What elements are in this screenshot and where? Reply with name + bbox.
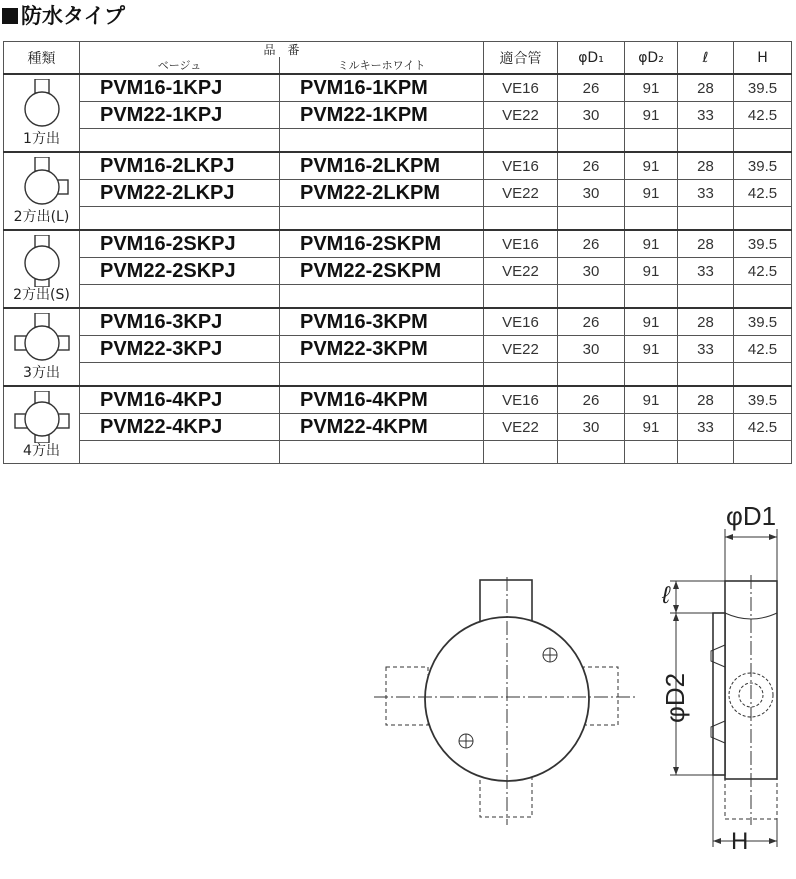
d2-value: 91 bbox=[625, 74, 678, 102]
blank-cell bbox=[558, 363, 625, 387]
type-label: 2方出(L) bbox=[13, 209, 70, 225]
two-way-s-box-icon bbox=[11, 235, 73, 287]
one-way-box-icon bbox=[11, 79, 73, 131]
blank-cell bbox=[484, 441, 558, 464]
blank-cell bbox=[678, 207, 734, 231]
table-row bbox=[4, 258, 792, 285]
blank-cell bbox=[280, 363, 484, 387]
d1-value: 26 bbox=[558, 230, 625, 258]
conduit-value: VE16 bbox=[484, 230, 558, 258]
three-way-box-icon bbox=[11, 313, 73, 365]
conduit-value: VE22 bbox=[484, 414, 558, 441]
h-value: 39.5 bbox=[734, 152, 792, 180]
blank-cell bbox=[484, 285, 558, 309]
table-row bbox=[4, 414, 792, 441]
white-part-number: PVM16-2LKPM bbox=[280, 152, 484, 180]
white-part-number: PVM16-3KPM bbox=[280, 308, 484, 336]
d1-value: 26 bbox=[558, 74, 625, 102]
h-arrow-left-icon bbox=[713, 838, 721, 844]
conduit-value: VE16 bbox=[484, 386, 558, 414]
conduit-value: VE22 bbox=[484, 102, 558, 129]
white-part-number: PVM16-2SKPM bbox=[280, 230, 484, 258]
d1-value: 26 bbox=[558, 308, 625, 336]
table-row bbox=[4, 386, 792, 414]
blank-row bbox=[4, 285, 792, 309]
conduit-value: VE22 bbox=[484, 258, 558, 285]
blank-cell bbox=[625, 285, 678, 309]
white-part-number: PVM16-4KPM bbox=[280, 386, 484, 414]
h-value: 42.5 bbox=[734, 414, 792, 441]
beige-part-number: PVM22-1KPJ bbox=[80, 102, 280, 129]
type-cell bbox=[4, 74, 80, 152]
d1-value: 26 bbox=[558, 386, 625, 414]
header-d1: φD₁ bbox=[558, 42, 625, 75]
l-value: 33 bbox=[678, 258, 734, 285]
beige-part-number: PVM16-4KPJ bbox=[80, 386, 280, 414]
blank-cell bbox=[734, 285, 792, 309]
blank-cell bbox=[280, 207, 484, 231]
header-row bbox=[4, 42, 792, 58]
h-arrow-right-icon bbox=[769, 838, 777, 844]
l-value: 33 bbox=[678, 414, 734, 441]
four-way-box-icon bbox=[11, 391, 73, 443]
table-row bbox=[4, 336, 792, 363]
blank-row bbox=[4, 207, 792, 231]
d1-value: 30 bbox=[558, 336, 625, 363]
blank-cell bbox=[484, 129, 558, 153]
blank-cell bbox=[558, 129, 625, 153]
dimension-diagram bbox=[340, 495, 796, 879]
blank-cell bbox=[734, 441, 792, 464]
l-value: 33 bbox=[678, 180, 734, 207]
spec-table bbox=[3, 41, 792, 464]
blank-cell bbox=[734, 207, 792, 231]
blank-cell bbox=[678, 129, 734, 153]
d2-value: 91 bbox=[625, 102, 678, 129]
label-l: ℓ bbox=[662, 582, 670, 609]
h-value: 42.5 bbox=[734, 102, 792, 129]
d1-arrow-right-icon bbox=[769, 534, 777, 540]
d2-value: 91 bbox=[625, 386, 678, 414]
l-value: 33 bbox=[678, 336, 734, 363]
white-part-number: PVM22-4KPM bbox=[280, 414, 484, 441]
blank-cell bbox=[80, 285, 280, 309]
blank-cell bbox=[734, 129, 792, 153]
type-label: 3方出 bbox=[23, 365, 60, 381]
l-value: 28 bbox=[678, 74, 734, 102]
left-outlet-dashed bbox=[386, 667, 428, 725]
conduit-value: VE16 bbox=[484, 308, 558, 336]
type-cell bbox=[4, 152, 80, 230]
white-part-number: PVM22-1KPM bbox=[280, 102, 484, 129]
table-row bbox=[4, 152, 792, 180]
d1-value: 30 bbox=[558, 258, 625, 285]
beige-part-number: PVM16-3KPJ bbox=[80, 308, 280, 336]
blank-row bbox=[4, 363, 792, 387]
header-l: ℓ bbox=[678, 42, 734, 75]
d2-value: 91 bbox=[625, 230, 678, 258]
blank-cell bbox=[80, 363, 280, 387]
blank-cell bbox=[80, 207, 280, 231]
d1-value: 30 bbox=[558, 180, 625, 207]
blank-cell bbox=[484, 207, 558, 231]
blank-cell bbox=[80, 441, 280, 464]
d2-value: 91 bbox=[625, 308, 678, 336]
blank-cell bbox=[625, 129, 678, 153]
screw-top-right-icon bbox=[543, 648, 557, 662]
blank-cell bbox=[678, 441, 734, 464]
conduit-value: VE22 bbox=[484, 336, 558, 363]
d1-value: 26 bbox=[558, 152, 625, 180]
l-value: 28 bbox=[678, 386, 734, 414]
d1-arrow-left-icon bbox=[725, 534, 733, 540]
d1-value: 30 bbox=[558, 414, 625, 441]
header-type: 種類 bbox=[4, 42, 80, 75]
header-milky-white: ミルキーホワイト bbox=[280, 57, 484, 74]
blank-cell bbox=[484, 363, 558, 387]
h-value: 42.5 bbox=[734, 180, 792, 207]
h-value: 39.5 bbox=[734, 386, 792, 414]
conduit-value: VE16 bbox=[484, 74, 558, 102]
beige-part-number: PVM16-2LKPJ bbox=[80, 152, 280, 180]
blank-cell bbox=[80, 129, 280, 153]
h-value: 42.5 bbox=[734, 258, 792, 285]
l-value: 28 bbox=[678, 152, 734, 180]
type-label: 1方出 bbox=[23, 131, 60, 147]
header-d2: φD₂ bbox=[625, 42, 678, 75]
l-arrow-top-icon bbox=[673, 581, 679, 589]
beige-part-number: PVM16-1KPJ bbox=[80, 74, 280, 102]
blank-row bbox=[4, 441, 792, 464]
h-value: 39.5 bbox=[734, 230, 792, 258]
d2-value: 91 bbox=[625, 180, 678, 207]
blank-cell bbox=[678, 285, 734, 309]
label-d2: φD2 bbox=[660, 672, 690, 723]
d2-arrow-bottom-icon bbox=[673, 767, 679, 775]
side-lid bbox=[713, 613, 725, 775]
screw-bottom-left-icon bbox=[459, 734, 473, 748]
l-value: 28 bbox=[678, 230, 734, 258]
white-part-number: PVM22-2SKPM bbox=[280, 258, 484, 285]
blank-cell bbox=[678, 363, 734, 387]
type-cell bbox=[4, 386, 80, 464]
white-part-number: PVM22-3KPM bbox=[280, 336, 484, 363]
l-arrow-bottom-icon bbox=[673, 605, 679, 613]
label-h: H bbox=[731, 828, 749, 855]
white-part-number: PVM16-1KPM bbox=[280, 74, 484, 102]
table-row bbox=[4, 308, 792, 336]
blank-cell bbox=[558, 441, 625, 464]
l-value: 28 bbox=[678, 308, 734, 336]
l-value: 33 bbox=[678, 102, 734, 129]
h-value: 39.5 bbox=[734, 74, 792, 102]
page-title bbox=[2, 1, 125, 31]
beige-part-number: PVM22-2LKPJ bbox=[80, 180, 280, 207]
header-beige: ベージュ bbox=[80, 57, 280, 74]
title-square-icon bbox=[2, 8, 18, 24]
h-value: 39.5 bbox=[734, 308, 792, 336]
label-d1: φD1 bbox=[726, 501, 777, 531]
blank-cell bbox=[558, 285, 625, 309]
blank-cell bbox=[625, 441, 678, 464]
blank-cell bbox=[734, 363, 792, 387]
table-row bbox=[4, 102, 792, 129]
header-part-number: 品 番 bbox=[80, 42, 484, 58]
d2-value: 91 bbox=[625, 152, 678, 180]
conduit-value: VE16 bbox=[484, 152, 558, 180]
blank-cell bbox=[280, 285, 484, 309]
blank-cell bbox=[625, 207, 678, 231]
blank-row bbox=[4, 129, 792, 153]
blank-cell bbox=[625, 363, 678, 387]
title-text: 防水タイプ bbox=[21, 4, 125, 28]
blank-cell bbox=[558, 207, 625, 231]
blank-cell bbox=[280, 129, 484, 153]
type-cell bbox=[4, 308, 80, 386]
blank-cell bbox=[280, 441, 484, 464]
h-value: 42.5 bbox=[734, 336, 792, 363]
beige-part-number: PVM22-2SKPJ bbox=[80, 258, 280, 285]
table-row bbox=[4, 180, 792, 207]
table-row bbox=[4, 230, 792, 258]
beige-part-number: PVM22-3KPJ bbox=[80, 336, 280, 363]
type-label: 4方出 bbox=[23, 443, 60, 459]
d2-value: 91 bbox=[625, 258, 678, 285]
conduit-value: VE22 bbox=[484, 180, 558, 207]
beige-part-number: PVM22-4KPJ bbox=[80, 414, 280, 441]
d1-value: 30 bbox=[558, 102, 625, 129]
beige-part-number: PVM16-2SKPJ bbox=[80, 230, 280, 258]
type-label: 2方出(S) bbox=[13, 287, 70, 303]
header-conduit: 適合管 bbox=[484, 42, 558, 75]
d2-value: 91 bbox=[625, 414, 678, 441]
header-h: H bbox=[734, 42, 792, 75]
d2-arrow-top-icon bbox=[673, 613, 679, 621]
d2-value: 91 bbox=[625, 336, 678, 363]
white-part-number: PVM22-2LKPM bbox=[280, 180, 484, 207]
two-way-l-box-icon bbox=[11, 157, 73, 209]
table-row bbox=[4, 74, 792, 102]
type-cell bbox=[4, 230, 80, 308]
